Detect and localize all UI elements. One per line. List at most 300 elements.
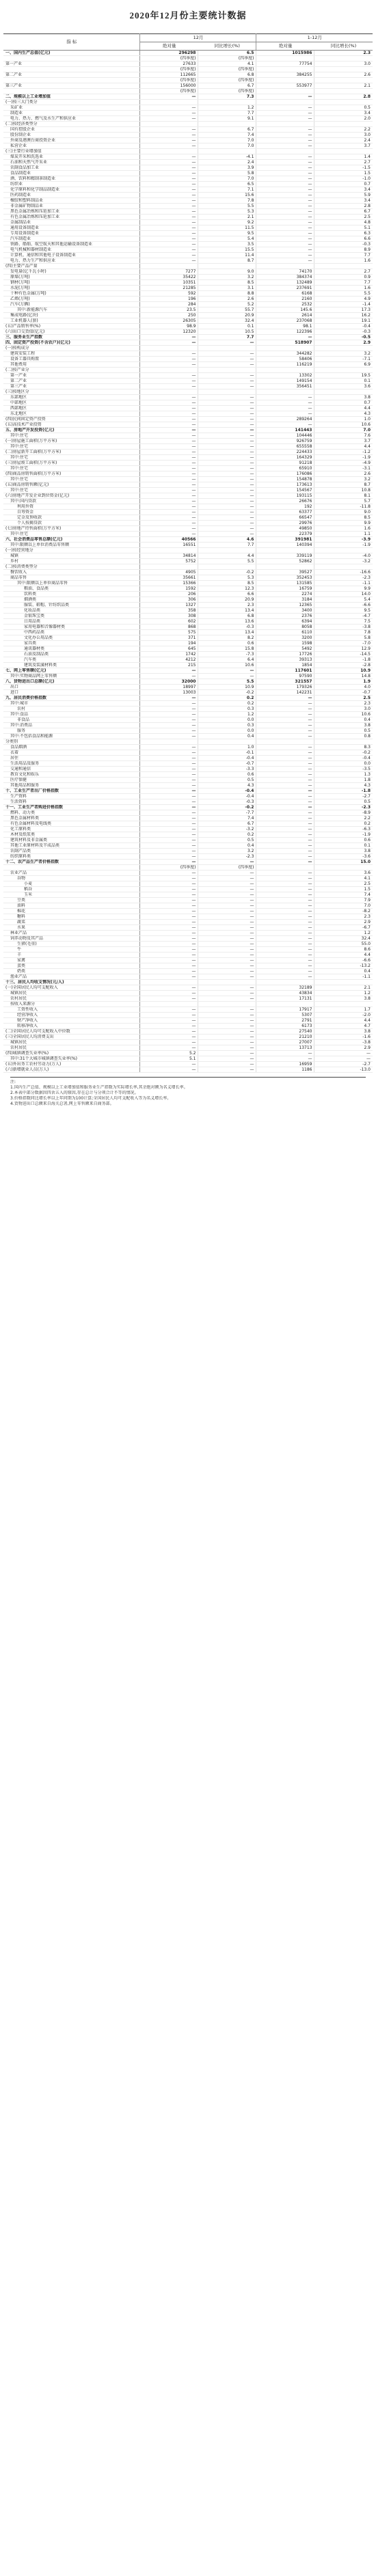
- row-label: 电力、热力、燃气及水生产和供应业: [3, 116, 140, 122]
- table-row: [3, 461, 373, 466]
- month-value: —: [140, 925, 198, 931]
- table-row: [3, 767, 373, 772]
- row-label: 七、网上零售额(亿元): [3, 668, 140, 674]
- row-label: 计算机、通信和其他电子设备制造业: [3, 253, 140, 258]
- month-value: 250: [140, 313, 198, 318]
- month-value: —: [140, 909, 198, 914]
- table-row: [3, 630, 373, 635]
- table-row: [3, 329, 373, 335]
- month-growth: 0.6: [198, 772, 256, 778]
- month-growth: 11.5: [198, 225, 256, 231]
- ytd-growth: -2.0: [314, 1013, 373, 1018]
- month-growth: 1.0: [198, 745, 256, 750]
- ytd-value: —: [256, 827, 314, 832]
- table-row: [3, 712, 373, 717]
- row-label: 石油和天然气开采业: [3, 160, 140, 165]
- ytd-value: 179326: [256, 685, 314, 690]
- month-growth: —: [198, 504, 256, 510]
- ytd-value: —: [256, 838, 314, 843]
- month-value: —: [140, 734, 198, 739]
- ytd-growth: 2.8: [314, 204, 373, 209]
- ytd-growth: 7.0: [314, 428, 373, 433]
- row-label: 汽车制造业: [3, 236, 140, 242]
- month-value: —: [140, 515, 198, 521]
- row-label: 农副产品类: [3, 849, 140, 854]
- ytd-value: —: [256, 127, 314, 133]
- ytd-growth: 5.7: [314, 499, 373, 504]
- row-label: 农村居民: [3, 1045, 140, 1051]
- ytd-growth: 1.6: [314, 526, 373, 532]
- ytd-growth: -0.3: [314, 329, 373, 335]
- row-label: [3, 89, 140, 94]
- month-growth: [198, 564, 256, 570]
- row-label: 出口: [3, 685, 140, 690]
- ytd-growth: 0.7: [314, 182, 373, 187]
- ytd-growth: -3.9: [314, 537, 373, 543]
- ytd-value: —: [256, 253, 314, 258]
- ytd-growth: 2.9: [314, 340, 373, 346]
- month-value: 32000: [140, 679, 198, 685]
- month-value: 10351: [140, 280, 198, 286]
- month-value: —: [140, 712, 198, 717]
- month-value: —: [140, 466, 198, 471]
- month-growth: —: [198, 1018, 256, 1024]
- table-row: [3, 225, 373, 231]
- row-label: 其中:不包括食品和能源: [3, 734, 140, 739]
- ytd-value: —: [256, 204, 314, 209]
- table-row: [3, 242, 373, 247]
- table-row: [3, 849, 373, 854]
- ytd-growth: 5.4: [314, 597, 373, 603]
- ytd-growth: -3.2: [314, 559, 373, 564]
- month-value: —: [140, 373, 198, 379]
- table-row: [3, 881, 373, 887]
- month-growth: —: [198, 395, 256, 400]
- month-growth: 7.4: [198, 816, 256, 821]
- month-value: —: [140, 1013, 198, 1018]
- ytd-value: —: [256, 176, 314, 182]
- month-value: —: [140, 903, 198, 909]
- table-row: [3, 564, 373, 570]
- row-label: 城镇居民: [3, 1040, 140, 1045]
- ytd-value: 2274: [256, 592, 314, 597]
- month-value: —: [140, 94, 198, 100]
- ytd-growth: 5.8: [314, 635, 373, 641]
- ytd-growth: 32.4: [314, 936, 373, 942]
- month-growth: 0.2: [198, 696, 256, 701]
- row-label: 财产净收入: [3, 1018, 140, 1024]
- month-value: —: [140, 1018, 198, 1024]
- row-label: 建筑材料及非金属类: [3, 838, 140, 843]
- row-label: 建筑及装潢材料类: [3, 663, 140, 668]
- month-value: —: [140, 253, 198, 258]
- table-row: [3, 1051, 373, 1056]
- month-value: 196: [140, 297, 198, 302]
- month-growth: —: [198, 526, 256, 532]
- ytd-value: —: [256, 778, 314, 783]
- month-value: —: [140, 477, 198, 482]
- month-value: 18997: [140, 685, 198, 690]
- month-growth: 1.2: [198, 105, 256, 111]
- month-value: 5.2: [140, 1051, 198, 1056]
- month-growth: —: [198, 428, 256, 433]
- ytd-value: [256, 100, 314, 105]
- row-label: 十一、工业生产者购进价格指数: [3, 805, 140, 810]
- month-growth: 5.4: [198, 236, 256, 242]
- ytd-growth: 10.6: [314, 712, 373, 717]
- month-value: —: [140, 838, 198, 843]
- month-value: 98.9: [140, 324, 198, 329]
- ytd-growth: -0.5: [314, 335, 373, 340]
- ytd-value: 356451: [256, 384, 314, 389]
- month-value: (四季度): [140, 78, 198, 83]
- table-row: [3, 471, 373, 477]
- table-row: [3, 187, 373, 193]
- month-value: 308: [140, 614, 198, 619]
- month-value: —: [140, 488, 198, 493]
- month-value: [140, 264, 198, 269]
- month-value: —: [140, 127, 198, 133]
- month-growth: -3.3: [198, 767, 256, 772]
- month-value: —: [140, 450, 198, 455]
- month-growth: 0.4: [198, 734, 256, 739]
- table-row: [3, 1029, 373, 1034]
- ytd-value: —: [256, 969, 314, 974]
- month-growth: 4.3: [198, 783, 256, 789]
- ytd-growth: 7.7: [314, 280, 373, 286]
- ytd-growth: 8.7: [314, 482, 373, 488]
- month-growth: 4.6: [198, 537, 256, 543]
- month-growth: 3.1: [198, 286, 256, 291]
- row-label: 八、货物进出口总额(亿元): [3, 679, 140, 685]
- row-label: 东北地区: [3, 411, 140, 417]
- ytd-value: —: [256, 783, 314, 789]
- month-growth: (四季度): [198, 67, 256, 72]
- ytd-value: —: [256, 1051, 314, 1056]
- table-row: [3, 532, 373, 537]
- ytd-growth: 2.9: [314, 920, 373, 925]
- ytd-growth: 4.0: [314, 685, 373, 690]
- month-value: —: [140, 778, 198, 783]
- ytd-growth: 10.8: [314, 488, 373, 493]
- ytd-growth: 7.0: [314, 903, 373, 909]
- month-value: —: [140, 111, 198, 116]
- ytd-growth: -3.5: [314, 767, 373, 772]
- month-value: 645: [140, 646, 198, 652]
- month-value: —: [140, 455, 198, 461]
- ytd-value: —: [256, 165, 314, 171]
- month-growth: 10.6: [198, 663, 256, 668]
- ytd-value: 21210: [256, 1034, 314, 1040]
- ytd-value: 176086: [256, 471, 314, 477]
- table-row: [3, 969, 373, 974]
- month-growth: 5.3: [198, 575, 256, 581]
- ytd-value: 39527: [256, 570, 314, 575]
- row-label: 其他用品和服务: [3, 783, 140, 789]
- ytd-growth: 1.6: [314, 258, 373, 264]
- table-row: [3, 832, 373, 838]
- month-value: [140, 122, 198, 127]
- ytd-value: —: [256, 411, 314, 417]
- ytd-value: 352453: [256, 575, 314, 581]
- ytd-value: —: [256, 116, 314, 122]
- ytd-growth: 0.6: [314, 838, 373, 843]
- row-label: 采矿业: [3, 105, 140, 111]
- ytd-value: 289264: [256, 417, 314, 422]
- row-label: 钢材(万吨): [3, 280, 140, 286]
- ytd-value: 154567: [256, 488, 314, 493]
- ytd-value: 32189: [256, 985, 314, 991]
- section-row: [3, 94, 373, 100]
- row-label: 制造业: [3, 111, 140, 116]
- table-row: [3, 400, 373, 406]
- table-row: [3, 827, 373, 832]
- ytd-value: [256, 89, 314, 94]
- row-label: 蔬菜: [3, 920, 140, 925]
- month-value: 40566: [140, 537, 198, 543]
- month-value: —: [140, 225, 198, 231]
- ytd-growth: 3.4: [314, 187, 373, 193]
- month-value: 194: [140, 641, 198, 646]
- ytd-growth: -4.0: [314, 553, 373, 559]
- ytd-value: —: [256, 215, 314, 220]
- month-growth: 13.4: [198, 630, 256, 635]
- month-value: —: [140, 871, 198, 876]
- row-label: (四)商品房销售面积(万平方米): [3, 471, 140, 477]
- ytd-growth: 1.0: [314, 417, 373, 422]
- table-row: [3, 127, 373, 133]
- ytd-growth: 6.3: [314, 231, 373, 236]
- ytd-growth: 1.1: [314, 532, 373, 537]
- month-growth: 9.1: [198, 116, 256, 122]
- table-row: [3, 887, 373, 892]
- month-value: 5752: [140, 559, 198, 564]
- ytd-value: —: [256, 94, 314, 100]
- header-ytd-value: 绝对量: [256, 42, 314, 51]
- table-row: [3, 963, 373, 969]
- month-growth: 15.6: [198, 193, 256, 198]
- row-label: 生猪(毛重): [3, 942, 140, 947]
- ytd-growth: -13.0: [314, 1067, 373, 1073]
- row-label: 分类别: [3, 739, 140, 745]
- row-label: 国有控股企业: [3, 127, 140, 133]
- ytd-value: 49850: [256, 526, 314, 532]
- ytd-growth: -6.7: [314, 925, 373, 931]
- ytd-growth: -2.7: [314, 1062, 373, 1067]
- month-growth: [198, 264, 256, 269]
- ytd-growth: 7.6: [314, 433, 373, 439]
- month-value: —: [140, 1045, 198, 1051]
- month-value: —: [140, 504, 198, 510]
- ytd-growth: -1.2: [314, 450, 373, 455]
- row-label: 东部地区: [3, 395, 140, 400]
- ytd-growth: 1.5: [314, 887, 373, 892]
- month-growth: 0.3: [198, 707, 256, 712]
- ytd-growth: [314, 368, 373, 373]
- row-label: 西部地区: [3, 406, 140, 411]
- month-value: —: [140, 991, 198, 996]
- ytd-growth: 0.5: [314, 728, 373, 734]
- table-row: [3, 220, 373, 225]
- month-value: —: [140, 444, 198, 450]
- row-label: [3, 78, 140, 83]
- ytd-growth: 3.6: [314, 871, 373, 876]
- table-row: [3, 810, 373, 816]
- row-label: 服装、鞋帽、针纺织品类: [3, 603, 140, 608]
- ytd-growth: 0.0: [314, 761, 373, 767]
- table-row: [3, 67, 373, 72]
- month-growth: -4.1: [198, 154, 256, 160]
- month-growth: 12.3: [198, 586, 256, 592]
- ytd-value: [256, 149, 314, 154]
- row-label: 家具类: [3, 641, 140, 646]
- table-row: [3, 734, 373, 739]
- row-label: 生活资料: [3, 799, 140, 805]
- month-value: —: [140, 963, 198, 969]
- ytd-value: —: [256, 958, 314, 963]
- ytd-value: 116219: [256, 362, 314, 368]
- row-label: 六、社会消费品零售总额(亿元): [3, 537, 140, 543]
- row-label: (四)民间固定资产投资: [3, 417, 140, 422]
- month-value: —: [140, 974, 198, 980]
- month-value: —: [140, 789, 198, 794]
- table-row: [3, 723, 373, 728]
- table-row: [3, 614, 373, 619]
- row-label: 烟酒类: [3, 597, 140, 603]
- ytd-value: —: [256, 236, 314, 242]
- month-value: 371: [140, 635, 198, 641]
- ytd-growth: 12.9: [314, 646, 373, 652]
- ytd-value: —: [256, 138, 314, 143]
- table-row: [3, 619, 373, 625]
- ytd-growth: -8.2: [314, 909, 373, 914]
- row-label: 化妆品类: [3, 608, 140, 614]
- month-growth: —: [198, 477, 256, 482]
- ytd-value: 391981: [256, 537, 314, 543]
- month-growth: 8.7: [198, 258, 256, 264]
- row-label: (二)房屋新开工面积(万平方米): [3, 450, 140, 455]
- ytd-growth: 55.0: [314, 942, 373, 947]
- row-label: 集成电路(亿块): [3, 313, 140, 318]
- table-row: [3, 357, 373, 362]
- table-row: [3, 543, 373, 548]
- row-label: 经营净收入: [3, 1013, 140, 1018]
- month-growth: 11.4: [198, 253, 256, 258]
- month-growth: —: [198, 379, 256, 384]
- table-row: [3, 843, 373, 849]
- row-label: 转移净收入: [3, 1024, 140, 1029]
- row-label: (一)按构成分: [3, 346, 140, 351]
- month-growth: -2.3: [198, 854, 256, 860]
- ytd-value: [256, 67, 314, 72]
- ytd-growth: -11.8: [314, 504, 373, 510]
- month-value: —: [140, 696, 198, 701]
- ytd-growth: -4.7: [314, 614, 373, 619]
- table-row: [3, 947, 373, 953]
- ytd-value: —: [256, 182, 314, 187]
- month-value: —: [140, 335, 198, 340]
- ytd-value: —: [256, 707, 314, 712]
- ytd-value: —: [256, 696, 314, 701]
- ytd-value: —: [256, 111, 314, 116]
- table-row: [3, 133, 373, 138]
- table-row: [3, 942, 373, 947]
- month-value: [140, 980, 198, 985]
- ytd-value: —: [256, 860, 314, 865]
- month-growth: 9.5: [198, 231, 256, 236]
- month-value: —: [140, 860, 198, 865]
- month-value: (四季度): [140, 56, 198, 61]
- ytd-growth: 3.7: [314, 439, 373, 444]
- row-label: 乡村: [3, 559, 140, 564]
- row-label: 十种有色金属(万吨): [3, 291, 140, 297]
- ytd-value: 2614: [256, 313, 314, 318]
- month-value: (四季度): [140, 89, 198, 94]
- row-label: (六)房地产开发企业到位资金(亿元): [3, 493, 140, 499]
- table-row: [3, 302, 373, 307]
- row-label: 蛋类: [3, 963, 140, 969]
- ytd-growth: -4.9: [314, 461, 373, 466]
- month-value: —: [140, 783, 198, 789]
- row-label: (二)按产业分: [3, 368, 140, 373]
- row-label: 私营企业: [3, 143, 140, 149]
- month-growth: 15.5: [198, 247, 256, 253]
- month-value: [140, 389, 198, 395]
- row-label: 铁路、船舶、航空航天和其他运输设备制造业: [3, 242, 140, 247]
- row-label: 农业产品: [3, 871, 140, 876]
- month-growth: —: [198, 920, 256, 925]
- table-row: [3, 209, 373, 215]
- month-growth: 3.2: [198, 275, 256, 280]
- month-value: —: [140, 674, 198, 679]
- ytd-growth: 19.5: [314, 373, 373, 379]
- ytd-value: —: [256, 406, 314, 411]
- table-row: [3, 171, 373, 176]
- ytd-growth: 4.3: [314, 411, 373, 417]
- ytd-value: —: [256, 1056, 314, 1062]
- month-value: —: [140, 215, 198, 220]
- month-value: —: [140, 1029, 198, 1034]
- row-label: 九、居民消费价格指数: [3, 696, 140, 701]
- table-row: [3, 1018, 373, 1024]
- table-row: [3, 122, 373, 127]
- row-label: 生活用品及服务: [3, 761, 140, 767]
- ytd-value: 384255: [256, 72, 314, 78]
- table-row: [3, 635, 373, 641]
- ytd-value: —: [256, 723, 314, 728]
- table-row: [3, 510, 373, 515]
- table-row: [3, 477, 373, 482]
- table-row: [3, 482, 373, 488]
- month-value: —: [140, 816, 198, 821]
- month-growth: 0.5: [198, 778, 256, 783]
- table-row: [3, 783, 373, 789]
- ytd-growth: 1.2: [314, 991, 373, 996]
- table-row: [3, 100, 373, 105]
- table-row: [3, 275, 373, 280]
- ytd-growth: —: [314, 1056, 373, 1062]
- table-row: [3, 493, 373, 499]
- month-value: —: [140, 1034, 198, 1040]
- month-growth: —: [198, 373, 256, 379]
- ytd-value: —: [256, 335, 314, 340]
- ytd-growth: 3.0: [314, 133, 373, 138]
- month-value: —: [140, 532, 198, 537]
- ytd-value: —: [256, 909, 314, 914]
- ytd-value: —: [256, 936, 314, 942]
- month-value: —: [140, 521, 198, 526]
- ytd-growth: -1.4: [314, 302, 373, 307]
